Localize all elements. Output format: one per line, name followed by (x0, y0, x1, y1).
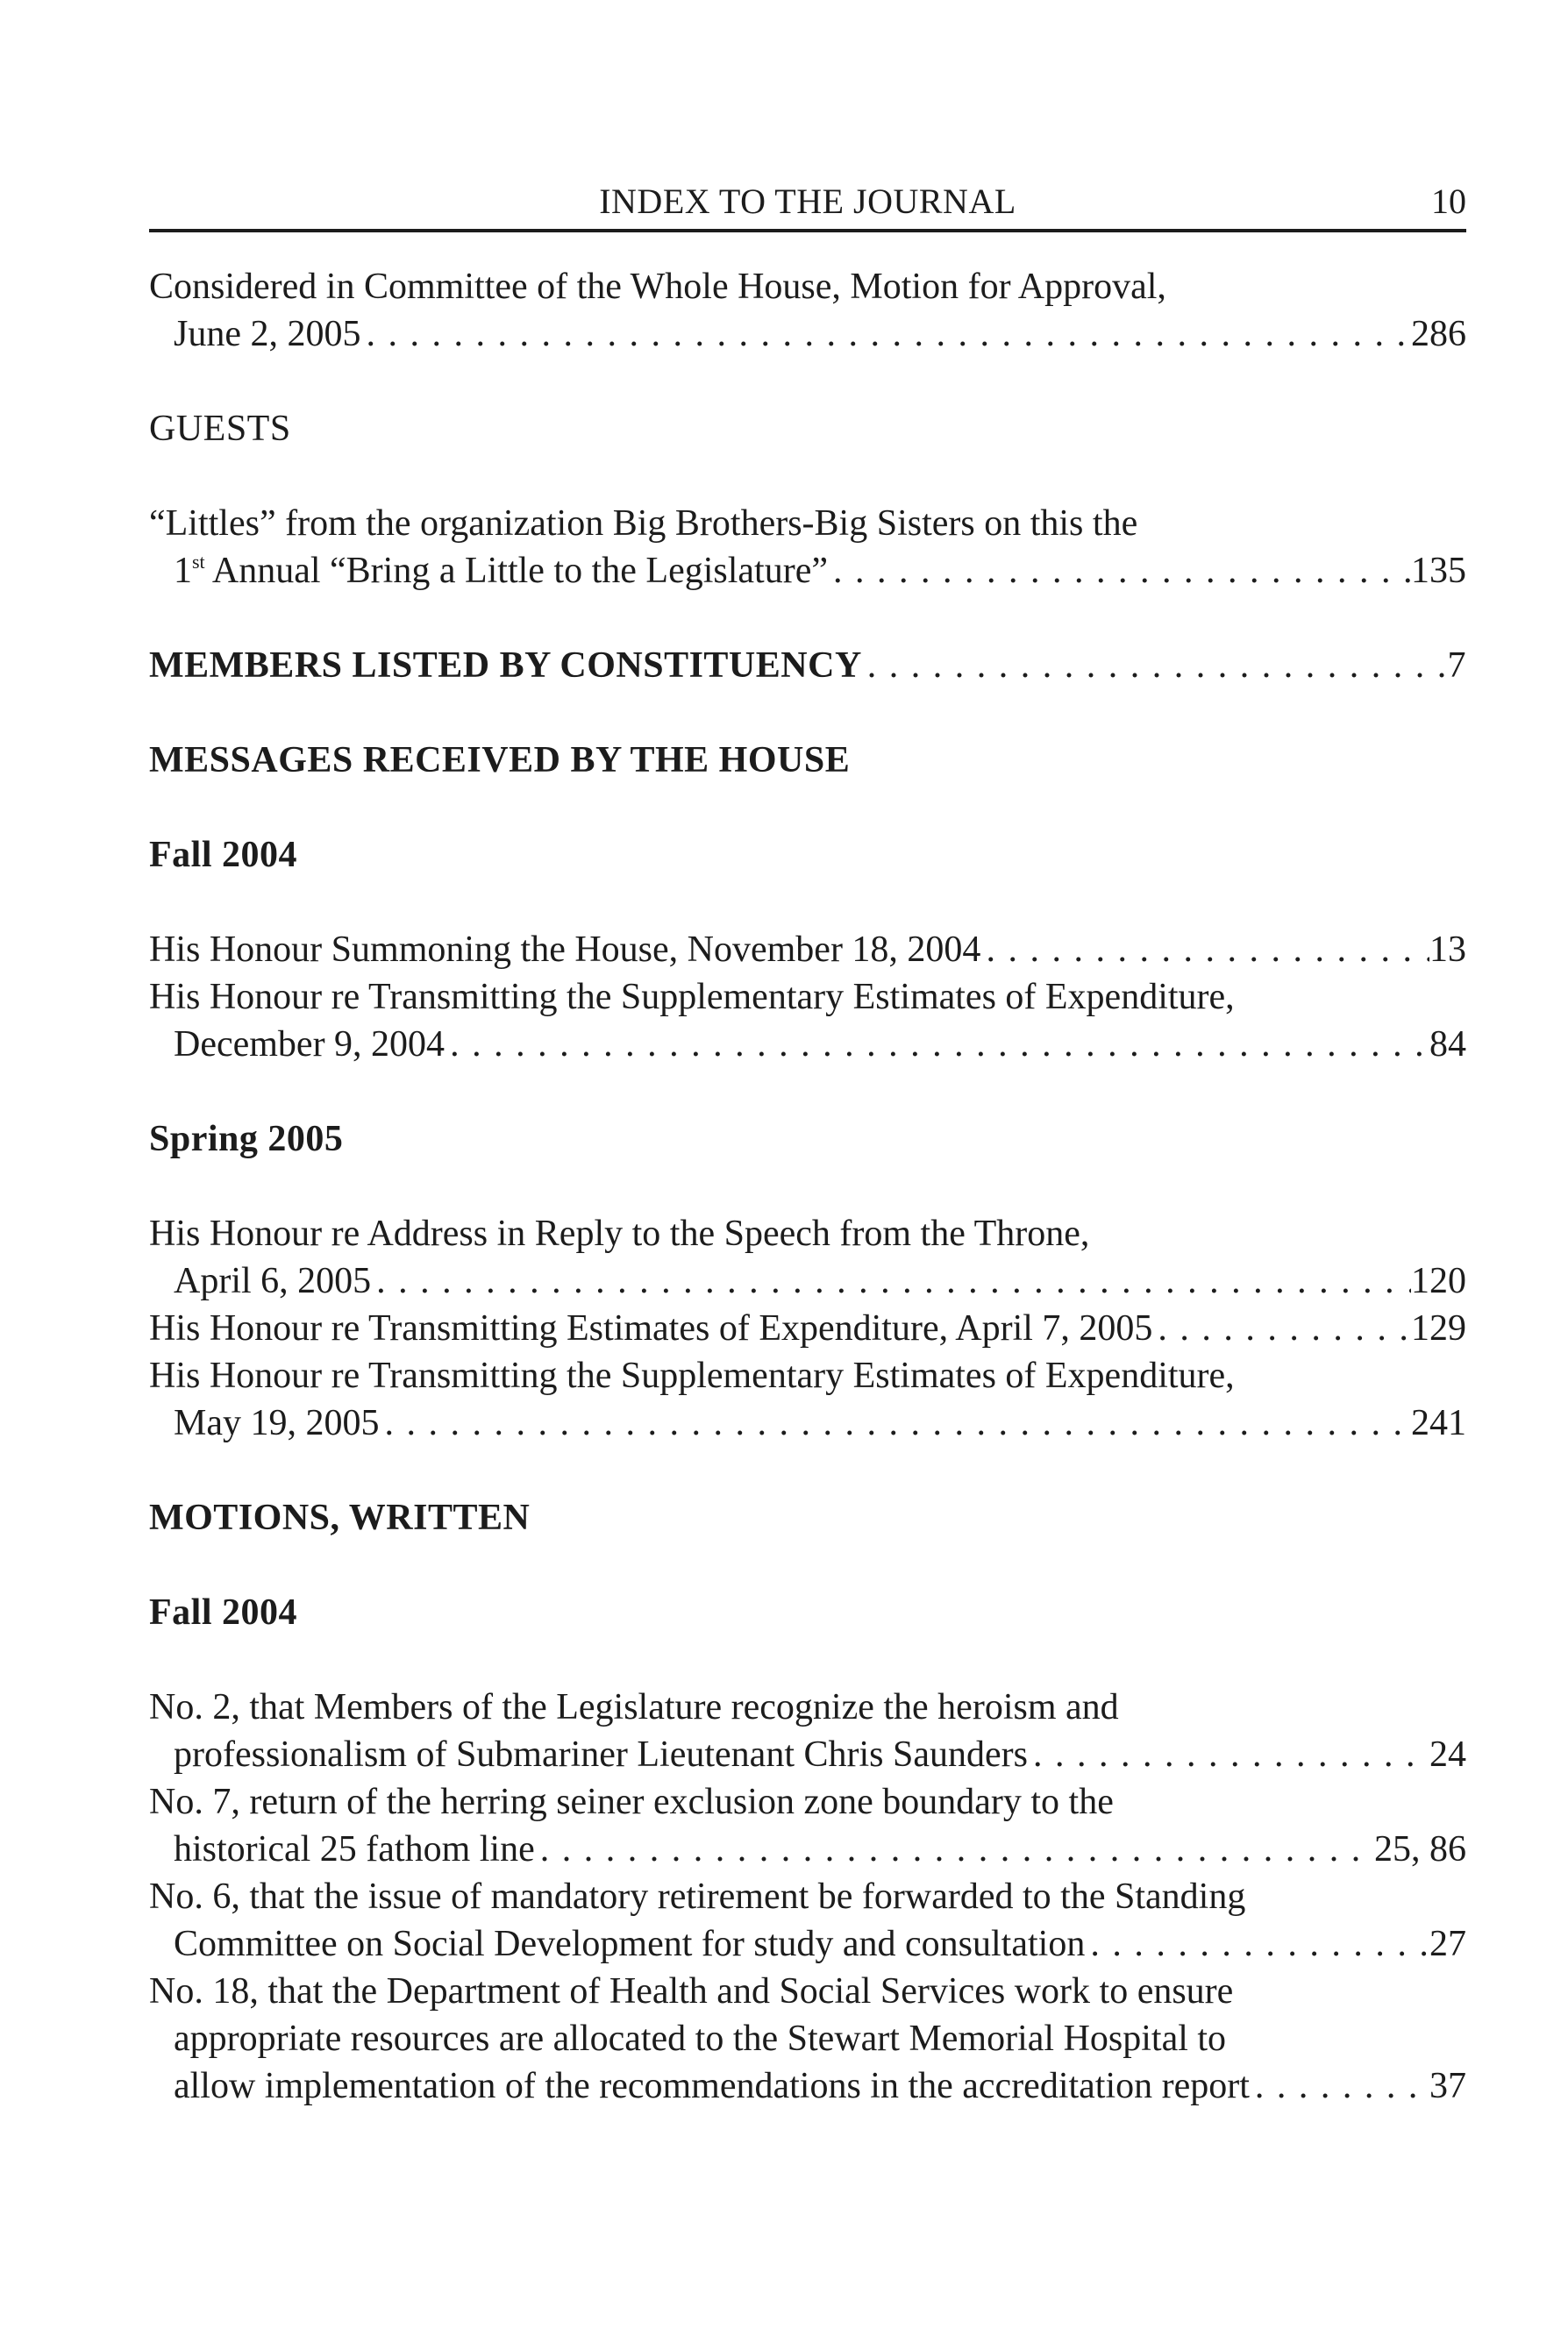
subheading-spring-2005: Spring 2005 (149, 1119, 344, 1159)
entry-leader-line (149, 1731, 1466, 1778)
entry-text: No. 2, that Members of the Legislature recognize the heroism and (149, 1687, 1119, 1727)
page-ref: 25, 86 (1374, 1829, 1466, 1870)
page-ref: 286 (1411, 314, 1466, 354)
section-heading-members (149, 642, 1466, 689)
entry-leader-line (149, 1021, 1466, 1068)
page-ref: 129 (1411, 1308, 1466, 1349)
page-ref: 120 (1411, 1261, 1466, 1301)
entry-line (149, 1778, 1466, 1826)
entry-text: April 6, 2005 (174, 1261, 372, 1301)
entry-text (174, 547, 828, 595)
page-ref: 27 (1429, 1924, 1466, 1964)
entry-text: professionalism of Submariner Lieutenant Chris Saunders (174, 1734, 1028, 1775)
leader-dots (1085, 1920, 1429, 1968)
entry-line (149, 1684, 1466, 1731)
section-heading-messages: MESSAGES RECEIVED BY THE HOUSE (149, 740, 851, 780)
entry-leader-line (149, 1920, 1466, 1968)
entry-line (149, 1352, 1466, 1399)
entry-leader-line (149, 1826, 1466, 1873)
entry-text: His Honour re Transmitting the Supplementary Estimates of Expenditure, (149, 977, 1235, 1017)
page-number: 10 (1431, 182, 1466, 221)
leader-dots (1250, 2062, 1429, 2110)
leader-dots (1028, 1731, 1429, 1778)
entry-line (149, 500, 1466, 547)
page-ref: 13 (1429, 929, 1466, 970)
section-heading-motions: MOTIONS, WRITTEN (149, 1498, 531, 1538)
leader-dots (380, 1399, 1412, 1447)
page-ref: 84 (1429, 1024, 1466, 1065)
entry-line (149, 973, 1466, 1021)
entry-text-rest: Annual “Bring a Little to the Legislature” (204, 551, 828, 591)
section-heading-guests: GUESTS (149, 409, 291, 449)
index-content (149, 263, 1466, 2110)
subheading-fall-2004: Fall 2004 (149, 835, 297, 875)
page-ref: 135 (1411, 551, 1466, 591)
entry-text: May 19, 2005 (174, 1403, 380, 1443)
entry-text: No. 6, that the issue of mandatory retirement be forwarded to the Standing (149, 1877, 1246, 1917)
ordinal-number: 1 (174, 551, 192, 591)
page-header (149, 180, 1466, 232)
entry-leader-line (149, 1305, 1466, 1352)
leader-dots (535, 1826, 1374, 1873)
entry-text: June 2, 2005 (174, 314, 361, 354)
entry-line (149, 2015, 1466, 2062)
entry-text: December 9, 2004 (174, 1024, 445, 1065)
ordinal-suffix: st (192, 551, 205, 573)
entry-leader-line (149, 2062, 1466, 2110)
entry-text: His Honour re Transmitting the Supplementary Estimates of Expenditure, (149, 1356, 1235, 1396)
leader-dots (361, 310, 1412, 358)
page-ref: 241 (1411, 1403, 1466, 1443)
entry-text: His Honour re Transmitting Estimates of Expenditure, April 7, 2005 (149, 1308, 1153, 1349)
entry-line (149, 263, 1466, 310)
subheading-fall-2004: Fall 2004 (149, 1592, 297, 1633)
entry-line (149, 1873, 1466, 1920)
leader-dots (980, 926, 1429, 973)
entry-leader-line (149, 310, 1466, 358)
leader-dots (828, 547, 1411, 595)
entry-text: allow implementation of the recommendations in the accreditation report (174, 2066, 1250, 2106)
leader-dots (445, 1021, 1429, 1068)
entry-line (149, 1968, 1466, 2015)
leader-dots (1152, 1305, 1411, 1352)
entry-text: Considered in Committee of the Whole House, Motion for Approval, (149, 267, 1166, 307)
entry-leader-line (149, 547, 1466, 595)
entry-text: historical 25 fathom line (174, 1829, 535, 1870)
page-ref: 37 (1429, 2066, 1466, 2106)
entry-leader-line (149, 1399, 1466, 1447)
leader-dots (862, 642, 1448, 689)
entry-line (149, 1210, 1466, 1257)
entry-text: His Honour re Address in Reply to the Speech from the Throne, (149, 1214, 1090, 1254)
entry-leader-line (149, 926, 1466, 973)
entry-text: “Littles” from the organization Big Brothers-Big Sisters on this the (149, 503, 1138, 544)
entry-text: His Honour Summoning the House, November 18, 2004 (149, 929, 981, 970)
entry-leader-line (149, 1257, 1466, 1305)
entry-text: No. 7, return of the herring seiner exclusion zone boundary to the (149, 1782, 1114, 1822)
entry-text: No. 18, that the Department of Health and Social Services work to ensure (149, 1971, 1234, 2012)
entry-text: appropriate resources are allocated to the Stewart Memorial Hospital to (174, 2019, 1227, 2059)
leader-dots (371, 1257, 1411, 1305)
header-title: INDEX TO THE JOURNAL (599, 182, 1016, 221)
page-ref: 7 (1447, 645, 1466, 686)
entry-text: Committee on Social Development for study and consultation (174, 1924, 1086, 1964)
heading-text: MEMBERS LISTED BY CONSTITUENCY (149, 645, 862, 686)
page-ref: 24 (1429, 1734, 1466, 1775)
